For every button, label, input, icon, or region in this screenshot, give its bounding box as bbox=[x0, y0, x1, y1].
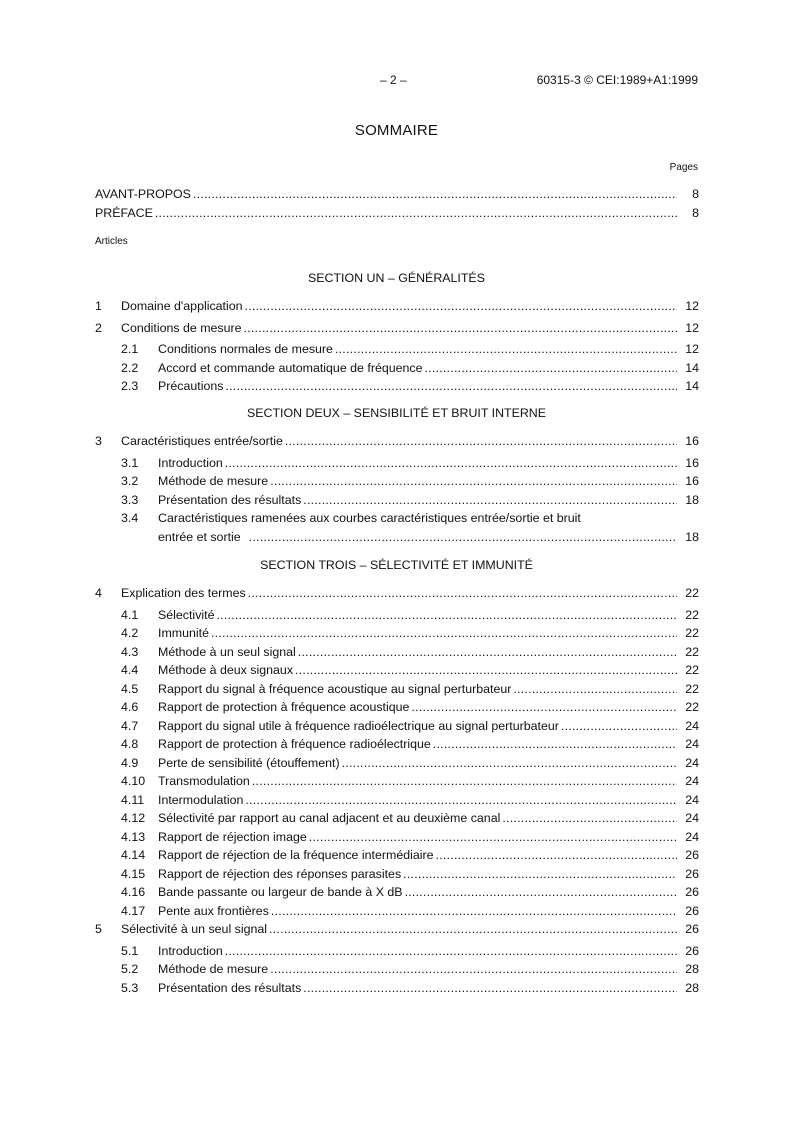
leader-dots bbox=[433, 735, 677, 754]
toc-entry-line2 bbox=[158, 528, 699, 547]
toc-entry[interactable] bbox=[95, 809, 699, 828]
toc-entry-number: 4.15 bbox=[121, 866, 146, 881]
toc-entry-page: 24 bbox=[685, 755, 699, 770]
toc-entry-text: Précautions bbox=[158, 379, 224, 393]
leader-dots bbox=[502, 809, 677, 828]
toc-entry[interactable] bbox=[95, 584, 699, 603]
leader-dots bbox=[436, 846, 677, 865]
front-matter-list bbox=[95, 185, 699, 222]
toc-entry[interactable] bbox=[95, 491, 699, 510]
leader-dots bbox=[295, 661, 677, 680]
toc-entry-text: Bande passante ou largeur de bande à X dB bbox=[158, 885, 403, 899]
toc-entry-page: 24 bbox=[685, 792, 699, 807]
toc-entry[interactable] bbox=[95, 472, 699, 491]
toc-entry-number: 4.1 bbox=[121, 607, 139, 622]
toc-entry-page: 16 bbox=[685, 455, 699, 470]
toc-entry[interactable] bbox=[95, 606, 699, 625]
section-heading-2: SECTION DEUX – SENSIBILITÉ ET BRUIT INTERNE bbox=[246, 406, 547, 420]
toc-entry-number: 5.1 bbox=[121, 943, 139, 958]
toc-entry-page: 26 bbox=[685, 866, 699, 881]
toc-entry-text: Transmodulation bbox=[158, 774, 250, 788]
toc-entry-text: Introduction bbox=[158, 943, 223, 958]
leader-dots bbox=[225, 942, 677, 961]
toc-entry-text: Sélectivité à un seul signal bbox=[121, 922, 268, 936]
toc-entry-number: 3.2 bbox=[121, 474, 139, 488]
toc-entry-number: 4.7 bbox=[121, 718, 139, 733]
leader-dots bbox=[513, 680, 677, 699]
toc-entry[interactable] bbox=[95, 377, 699, 396]
toc-entry-text: Rapport du signal à fréquence acoustique au signal perturbateur bbox=[158, 681, 512, 696]
leader-dots bbox=[269, 920, 677, 939]
toc-entry-page: 28 bbox=[685, 980, 699, 995]
section-heading-1: SECTION UN – GÉNÉRALITÉS bbox=[308, 271, 485, 285]
toc-entry[interactable] bbox=[95, 920, 699, 939]
toc-entry[interactable] bbox=[95, 680, 699, 699]
leader-dots bbox=[403, 865, 677, 884]
toc-entry-text: Sélectivité bbox=[158, 607, 215, 622]
toc-entry-number: 2.1 bbox=[121, 342, 139, 356]
toc-entry[interactable] bbox=[95, 454, 699, 473]
toc-entry-page: 26 bbox=[685, 903, 699, 918]
toc-entry-text: AVANT-PROPOS bbox=[95, 187, 191, 201]
leader-dots bbox=[211, 624, 677, 643]
toc-entry-number: 5 bbox=[95, 922, 102, 936]
toc-entry-page: 28 bbox=[685, 962, 699, 976]
toc-entry-avant-propos[interactable] bbox=[95, 185, 699, 204]
toc-entry-text: Méthode à deux signaux bbox=[158, 663, 294, 677]
leader-dots bbox=[245, 297, 677, 316]
leader-dots bbox=[225, 377, 677, 396]
toc-entry[interactable] bbox=[95, 960, 699, 979]
toc-entry[interactable] bbox=[95, 754, 699, 773]
toc-entry-number: 4.11 bbox=[121, 792, 145, 807]
leader-dots bbox=[270, 960, 677, 979]
toc-entry-page: 18 bbox=[685, 529, 699, 544]
leader-dots bbox=[298, 643, 677, 662]
toc-entry-number: 4.16 bbox=[121, 885, 146, 899]
leader-dots bbox=[561, 717, 677, 736]
document-reference: 60315-3 © CEI:1989+A1:1999 bbox=[536, 73, 698, 87]
leader-dots bbox=[303, 979, 677, 998]
toc-entry[interactable] bbox=[95, 735, 699, 754]
leader-dots bbox=[303, 491, 677, 510]
toc-section-1 bbox=[95, 297, 699, 396]
toc-entry[interactable] bbox=[95, 340, 699, 359]
toc-entry-text: Rapport de protection à fréquence radioélectrique bbox=[158, 737, 431, 751]
leader-dots bbox=[285, 432, 677, 451]
toc-entry[interactable] bbox=[95, 698, 699, 717]
toc-entry[interactable] bbox=[95, 359, 699, 378]
toc-entry-text: Méthode de mesure bbox=[158, 474, 269, 488]
leader-dots bbox=[244, 319, 677, 338]
toc-entry-text-line2: entrée et sortie bbox=[158, 529, 241, 544]
toc-entry-text: PRÉFACE bbox=[95, 205, 153, 220]
toc-entry[interactable] bbox=[95, 717, 699, 736]
toc-entry-page: 26 bbox=[685, 943, 699, 958]
toc-entry-text: Conditions normales de mesure bbox=[158, 342, 333, 356]
toc-entry-page: 24 bbox=[685, 829, 699, 844]
toc-entry-text: Introduction bbox=[158, 455, 223, 470]
toc-entry-page: 16 bbox=[685, 434, 699, 448]
leader-dots bbox=[248, 584, 677, 603]
toc-entry[interactable] bbox=[95, 902, 699, 921]
toc-entry-text: Rapport de réjection de la fréquence intermédiaire bbox=[158, 848, 434, 862]
toc-entry-text: Caractéristiques entrée/sortie bbox=[121, 434, 283, 448]
toc-entry-number: 4.4 bbox=[121, 663, 139, 677]
leader-dots bbox=[216, 606, 677, 625]
toc-entry-number: 2 bbox=[95, 320, 102, 335]
toc-entry-text: Rapport de protection à fréquence acoustique bbox=[158, 700, 410, 714]
toc-entry-number: 4.17 bbox=[121, 903, 146, 918]
toc-entry[interactable] bbox=[95, 319, 699, 338]
toc-entry-page: 16 bbox=[685, 474, 699, 488]
toc-entry-number: 4.5 bbox=[121, 681, 139, 696]
leader-dots bbox=[155, 204, 677, 223]
toc-entry-text: Immunité bbox=[158, 626, 209, 640]
pages-column-label: Pages bbox=[669, 162, 698, 173]
toc-entry-page: 22 bbox=[685, 681, 699, 696]
page-title: SOMMAIRE bbox=[354, 122, 439, 139]
toc-entry-text: Présentation des résultats bbox=[158, 980, 302, 995]
toc-entry-page: 8 bbox=[692, 205, 699, 220]
toc-entry-page: 18 bbox=[685, 492, 699, 507]
leader-dots bbox=[405, 883, 677, 902]
page-number: – 2 – bbox=[380, 73, 407, 87]
toc-entry-preface[interactable] bbox=[95, 204, 699, 223]
toc-entry-text: Rapport du signal utile à fréquence radioélectrique au signal perturbateur bbox=[158, 718, 559, 733]
toc-section-2 bbox=[95, 432, 699, 546]
toc-entry-text: Pente aux frontières bbox=[158, 903, 269, 918]
leader-dots bbox=[193, 185, 677, 204]
toc-entry-text: Conditions de mesure bbox=[121, 320, 242, 335]
toc-entry[interactable] bbox=[95, 828, 699, 847]
toc-entry-text: Rapport de réjection des réponses parasites bbox=[158, 866, 402, 881]
toc-entry-number: 3.3 bbox=[121, 492, 139, 507]
toc-entry[interactable] bbox=[95, 942, 699, 961]
toc-entry-text: Rapport de réjection image bbox=[158, 829, 307, 844]
toc-entry-text: Méthode de mesure bbox=[158, 962, 269, 976]
toc-entry-number: 5.2 bbox=[121, 962, 139, 976]
toc-entry-number: 3.1 bbox=[121, 455, 139, 470]
leader-dots bbox=[271, 902, 677, 921]
toc-entry-number: 4.10 bbox=[121, 774, 146, 788]
leader-dots bbox=[249, 528, 677, 547]
toc-entry-number: 4.9 bbox=[121, 755, 139, 770]
toc-entry-text: Intermodulation bbox=[158, 792, 244, 807]
toc-entry-number: 4.3 bbox=[121, 644, 139, 659]
toc-entry-page: 12 bbox=[685, 320, 699, 335]
toc-entry[interactable] bbox=[95, 791, 699, 810]
articles-label: Articles bbox=[95, 236, 128, 247]
toc-entry-page: 22 bbox=[685, 663, 699, 677]
toc-entry-textblock bbox=[158, 509, 699, 546]
toc-entry-number: 4.8 bbox=[121, 737, 139, 751]
toc-entry[interactable] bbox=[95, 979, 699, 998]
leader-dots bbox=[411, 698, 677, 717]
toc-entry-number: 5.3 bbox=[121, 980, 139, 995]
toc-entry[interactable] bbox=[95, 297, 699, 316]
toc-entry[interactable] bbox=[95, 661, 699, 680]
leader-dots bbox=[342, 754, 677, 773]
toc-entry-page: 8 bbox=[692, 187, 699, 201]
toc-entry-text: Présentation des résultats bbox=[158, 492, 302, 507]
toc-entry-number: 4.6 bbox=[121, 700, 139, 714]
toc-entry-text: Domaine d'application bbox=[121, 299, 243, 313]
toc-entry-text: Accord et commande automatique de fréquence bbox=[158, 360, 423, 375]
leader-dots bbox=[425, 359, 678, 378]
toc-entry-page: 22 bbox=[685, 644, 699, 659]
toc-entry[interactable] bbox=[95, 865, 699, 884]
toc-entry-number: 3.4 bbox=[121, 511, 139, 525]
toc-entry-number: 2.3 bbox=[121, 379, 139, 393]
toc-entry-page: 22 bbox=[685, 586, 699, 600]
toc-entry-page: 26 bbox=[685, 848, 699, 862]
toc-entry[interactable] bbox=[95, 846, 699, 865]
leader-dots bbox=[252, 772, 677, 791]
toc-entry-number: 3 bbox=[95, 434, 102, 448]
toc-entry-text: Explication des termes bbox=[121, 586, 246, 600]
toc-entry-text: Méthode à un seul signal bbox=[158, 644, 296, 659]
toc-entry[interactable] bbox=[95, 883, 699, 902]
toc-entry-number: 4.2 bbox=[121, 626, 139, 640]
toc-entry-page: 22 bbox=[685, 626, 699, 640]
toc-entry-number: 4.12 bbox=[121, 811, 146, 825]
toc-entry-number: 4.14 bbox=[121, 848, 146, 862]
toc-entry[interactable] bbox=[95, 643, 699, 662]
toc-entry-text: Perte de sensibilité (étouffement) bbox=[158, 755, 340, 770]
toc-entry-text-line1: Caractéristiques ramenées aux courbes caractéristiques entrée/sortie et bruit bbox=[158, 511, 581, 525]
toc-entry-page: 12 bbox=[685, 342, 699, 356]
leader-dots bbox=[225, 454, 677, 473]
toc-entry-page: 24 bbox=[685, 718, 699, 733]
toc-entry[interactable] bbox=[95, 772, 699, 791]
toc-entry[interactable] bbox=[95, 624, 699, 643]
toc-entry-page: 24 bbox=[685, 737, 699, 751]
toc-entry-page: 22 bbox=[685, 700, 699, 714]
section-heading-3: SECTION TROIS – SÉLECTIVITÉ ET IMMUNITÉ bbox=[260, 558, 533, 572]
toc-entry-page: 24 bbox=[685, 774, 699, 788]
toc-section-3 bbox=[95, 584, 699, 997]
toc-entry-multiline[interactable] bbox=[95, 509, 699, 546]
toc-entry-number: 4.13 bbox=[121, 829, 146, 844]
toc-entry-page: 26 bbox=[685, 885, 699, 899]
leader-dots bbox=[335, 340, 677, 359]
toc-entry-number: 4 bbox=[95, 586, 102, 600]
toc-entry-page: 26 bbox=[685, 922, 699, 936]
toc-entry-page: 24 bbox=[685, 811, 699, 825]
toc-entry-text: Sélectivité par rapport au canal adjacent et au deuxième canal bbox=[158, 811, 501, 825]
toc-entry-page: 14 bbox=[685, 360, 699, 375]
toc-entry-number: 2.2 bbox=[121, 360, 139, 375]
leader-dots bbox=[245, 791, 677, 810]
leader-dots bbox=[270, 472, 677, 491]
toc-entry-number: 1 bbox=[95, 299, 102, 313]
toc-entry[interactable] bbox=[95, 432, 699, 451]
toc-entry-page: 12 bbox=[685, 299, 699, 313]
toc-entry-page: 22 bbox=[685, 607, 699, 622]
toc-entry-page: 14 bbox=[685, 379, 699, 393]
leader-dots bbox=[309, 828, 677, 847]
